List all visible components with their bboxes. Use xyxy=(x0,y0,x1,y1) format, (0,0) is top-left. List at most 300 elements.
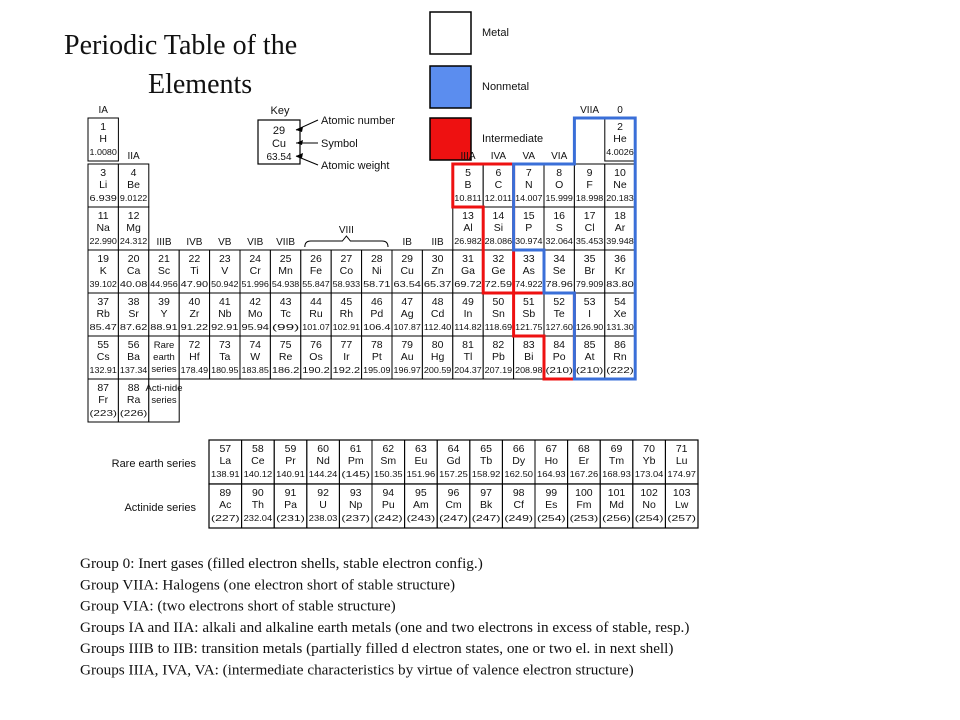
symbol-v: V xyxy=(221,265,229,277)
atomic-weight-57: 138.91 xyxy=(211,469,240,479)
atomic-weight-85: (210) xyxy=(575,365,604,375)
atomic-weight-37: 85.47 xyxy=(89,322,118,332)
atomic-weight-69: 168.93 xyxy=(602,469,632,479)
symbol-h: H xyxy=(99,133,107,145)
note-line-4: Groups IA and IIA: alkali and alkaline earth metals (one and two electrons in excess of stable, resp.) xyxy=(80,618,690,636)
atomic-weight-20: 40.08 xyxy=(119,279,148,289)
atomic-number-77: 77 xyxy=(340,339,353,351)
atomic-weight-102: (254) xyxy=(634,513,664,523)
atomic-weight-11: 22.990 xyxy=(89,236,118,246)
atomic-number-89: 89 xyxy=(219,487,232,499)
symbol-hf: Hf xyxy=(189,351,200,363)
symbol-ir: Ir xyxy=(343,351,350,363)
atomic-number-50: 50 xyxy=(492,296,505,308)
atomic-weight-48: 112.40 xyxy=(423,322,452,332)
legend-swatch-metal xyxy=(430,12,471,54)
legend-swatch-nonmetal xyxy=(430,66,471,108)
atomic-number-80: 80 xyxy=(431,339,444,351)
atomic-number-95: 95 xyxy=(415,487,427,499)
series-placeholder-word: earth xyxy=(153,352,175,363)
key-atomic-weight: 63.54 xyxy=(266,152,292,163)
atomic-number-43: 43 xyxy=(279,296,292,308)
atomic-weight-16: 32.064 xyxy=(545,236,574,246)
atomic-weight-8: 15.999 xyxy=(545,193,574,203)
atomic-number-49: 49 xyxy=(462,296,474,308)
group-label-iib: IIB xyxy=(431,237,444,248)
symbol-ru: Ru xyxy=(309,308,323,320)
symbol-b: B xyxy=(464,179,472,191)
atomic-weight-46: 106.4 xyxy=(363,322,391,332)
atomic-number-27: 27 xyxy=(340,253,353,265)
atomic-weight-55: 132.91 xyxy=(89,365,118,375)
atomic-weight-103: (257) xyxy=(667,513,697,523)
symbol-as: As xyxy=(522,265,535,277)
symbol-ga: Ga xyxy=(460,265,476,277)
atomic-weight-36: 83.80 xyxy=(606,279,634,289)
atomic-number-64: 64 xyxy=(447,443,460,455)
atomic-number-24: 24 xyxy=(249,253,262,265)
atomic-number-22: 22 xyxy=(188,253,201,265)
atomic-weight-94: (242) xyxy=(374,513,403,523)
symbol-w: W xyxy=(250,351,261,363)
atomic-number-10: 10 xyxy=(614,167,626,179)
atomic-number-82: 82 xyxy=(492,339,505,351)
atomic-weight-32: 72.59 xyxy=(484,279,513,289)
atomic-number-14: 14 xyxy=(492,210,505,222)
atomic-number-83: 83 xyxy=(522,339,535,351)
symbol-n: N xyxy=(525,179,533,191)
atomic-weight-76: 190.2 xyxy=(302,365,330,375)
symbol-fr: Fr xyxy=(98,394,109,406)
symbol-cs: Cs xyxy=(96,351,110,363)
symbol-np: Np xyxy=(348,499,363,511)
atomic-number-62: 62 xyxy=(382,443,395,455)
atomic-number-4: 4 xyxy=(130,167,137,179)
symbol-f: F xyxy=(586,179,593,191)
symbol-ni: Ni xyxy=(371,265,382,277)
symbol-la: La xyxy=(219,455,232,467)
atomic-number-78: 78 xyxy=(370,339,383,351)
atomic-weight-23: 50.942 xyxy=(211,279,239,289)
atomic-number-61: 61 xyxy=(349,443,362,455)
symbol-pu: Pu xyxy=(381,499,395,511)
symbol-sm: Sm xyxy=(380,455,397,467)
symbol-rb: Rb xyxy=(96,308,110,320)
atomic-weight-52: 127.60 xyxy=(545,322,574,332)
symbol-ac: Ac xyxy=(219,499,232,511)
atomic-number-90: 90 xyxy=(252,487,264,499)
symbol-bk: Bk xyxy=(479,499,493,511)
symbol-pr: Pr xyxy=(285,455,296,467)
atomic-number-81: 81 xyxy=(462,339,474,351)
symbol-na: Na xyxy=(96,222,110,234)
atomic-weight-99: (254) xyxy=(537,513,566,523)
symbol-zn: Zn xyxy=(431,265,444,277)
symbol-he: He xyxy=(613,133,627,145)
symbol-ne: Ne xyxy=(613,179,627,191)
series-label-1: Actinide series xyxy=(124,502,196,514)
atomic-weight-18: 39.948 xyxy=(606,236,634,246)
symbol-i: I xyxy=(588,308,592,320)
atomic-number-46: 46 xyxy=(370,296,383,308)
atomic-weight-31: 69.72 xyxy=(454,279,482,289)
atomic-number-13: 13 xyxy=(462,210,474,222)
atomic-number-58: 58 xyxy=(252,443,264,455)
symbol-dy: Dy xyxy=(512,455,526,467)
symbol-ag: Ag xyxy=(400,308,414,320)
symbol-er: Er xyxy=(578,455,590,467)
group-label-iiib: IIIB xyxy=(156,237,172,248)
group-label-ia: IA xyxy=(98,105,108,116)
symbol-no: No xyxy=(642,499,656,511)
symbol-in: In xyxy=(463,308,473,320)
atomic-number-18: 18 xyxy=(614,210,626,222)
group-label-viib: VIIB xyxy=(276,237,296,248)
series-placeholder-word: Rare xyxy=(153,340,175,351)
symbol-os: Os xyxy=(309,351,323,363)
atomic-number-63: 63 xyxy=(415,443,427,455)
atomic-weight-38: 87.62 xyxy=(119,322,148,332)
atomic-weight-90: 232.04 xyxy=(243,513,273,523)
atomic-number-2: 2 xyxy=(617,121,623,133)
symbol-cu: Cu xyxy=(400,265,414,277)
symbol-pm: Pm xyxy=(347,455,364,467)
atomic-weight-97: (247) xyxy=(471,513,501,523)
symbol-al: Al xyxy=(463,222,473,234)
atomic-weight-65: 158.92 xyxy=(471,469,501,479)
symbol-mn: Mn xyxy=(278,265,293,277)
symbol-u: U xyxy=(319,499,327,511)
group-label-va: VA xyxy=(522,151,536,162)
atomic-number-60: 60 xyxy=(317,443,329,455)
atomic-weight-17: 35.453 xyxy=(575,236,604,246)
atomic-weight-58: 140.12 xyxy=(243,469,273,479)
symbol-be: Be xyxy=(127,179,141,191)
legend-label-nonmetal: Nonmetal xyxy=(482,81,530,93)
atomic-weight-15: 30.974 xyxy=(515,236,543,246)
symbol-o: O xyxy=(555,179,564,191)
atomic-weight-1: 1.0080 xyxy=(89,147,118,157)
atomic-weight-26: 55.847 xyxy=(302,279,330,289)
atomic-weight-35: 79.909 xyxy=(575,279,604,289)
atomic-weight-66: 162.50 xyxy=(504,469,534,479)
atomic-weight-40: 91.22 xyxy=(180,322,209,332)
symbol-ge: Ge xyxy=(491,265,506,277)
group-label-viia: VIIA xyxy=(580,105,600,116)
atomic-number-26: 26 xyxy=(310,253,322,265)
atomic-weight-70: 173.04 xyxy=(634,469,664,479)
atomic-number-15: 15 xyxy=(522,210,535,222)
symbol-sr: Sr xyxy=(128,308,139,320)
symbol-re: Re xyxy=(278,351,293,363)
atomic-number-36: 36 xyxy=(614,253,626,265)
atomic-number-56: 56 xyxy=(127,339,140,351)
atomic-weight-75: 186.2 xyxy=(271,365,300,375)
symbol-sb: Sb xyxy=(522,308,536,320)
symbol-ta: Ta xyxy=(219,351,231,363)
symbol-mg: Mg xyxy=(126,222,141,234)
symbol-ra: Ra xyxy=(126,394,141,406)
atomic-weight-62: 150.35 xyxy=(374,469,403,479)
symbol-ar: Ar xyxy=(614,222,626,234)
atomic-weight-39: 88.91 xyxy=(150,322,178,332)
atomic-weight-27: 58.933 xyxy=(332,279,361,289)
atomic-weight-29: 63.54 xyxy=(393,279,422,289)
atomic-weight-21: 44.956 xyxy=(150,279,178,289)
atomic-weight-89: (227) xyxy=(211,513,240,523)
symbol-tm: Tm xyxy=(608,455,625,467)
atomic-number-11: 11 xyxy=(97,210,109,222)
symbol-po: Po xyxy=(552,351,566,363)
atomic-weight-42: 95.94 xyxy=(241,322,270,332)
atomic-number-97: 97 xyxy=(480,487,492,499)
atomic-weight-9: 18.998 xyxy=(575,193,604,203)
atomic-weight-63: 151.96 xyxy=(406,469,436,479)
atomic-number-59: 59 xyxy=(284,443,297,455)
atomic-number-28: 28 xyxy=(370,253,383,265)
symbol-c: C xyxy=(494,179,503,191)
atomic-number-51: 51 xyxy=(522,296,535,308)
note-line-3: Group VIA: (two electrons short of stable structure) xyxy=(80,597,396,615)
symbol-fe: Fe xyxy=(309,265,323,277)
series-placeholder-word: series xyxy=(151,364,177,375)
atomic-weight-78: 195.09 xyxy=(363,365,391,375)
atomic-number-29: 29 xyxy=(401,253,414,265)
atomic-weight-79: 196.97 xyxy=(393,365,422,375)
atomic-number-30: 30 xyxy=(431,253,444,265)
symbol-eu: Eu xyxy=(414,455,428,467)
atomic-weight-61: (145) xyxy=(341,469,371,479)
atomic-weight-96: (247) xyxy=(439,513,468,523)
legend-label-metal: Metal xyxy=(482,27,509,39)
atomic-weight-60: 144.24 xyxy=(308,469,338,479)
atomic-number-34: 34 xyxy=(553,253,566,265)
atomic-number-21: 21 xyxy=(158,253,170,265)
group-label-0: 0 xyxy=(617,105,623,116)
atomic-number-17: 17 xyxy=(583,210,596,222)
atomic-number-71: 71 xyxy=(675,443,688,455)
symbol-tc: Tc xyxy=(280,308,291,320)
atomic-weight-28: 58.71 xyxy=(363,279,391,289)
atomic-weight-72: 178.49 xyxy=(180,365,209,375)
atomic-number-32: 32 xyxy=(492,253,505,265)
atomic-weight-19: 39.102 xyxy=(89,279,118,289)
key-atomic-number: 29 xyxy=(272,125,286,137)
note-line-5: Groups IIIB to IIB: transition metals (partially filled d electron states, one or two el. in next shell) xyxy=(80,640,674,658)
atomic-weight-54: 131.30 xyxy=(606,322,634,332)
atomic-weight-50: 118.69 xyxy=(484,322,513,332)
atomic-number-55: 55 xyxy=(97,339,110,351)
symbol-nb: Nb xyxy=(218,308,232,320)
symbol-cf: Cf xyxy=(513,499,524,511)
symbol-s: S xyxy=(555,222,563,234)
symbol-tb: Tb xyxy=(479,455,493,467)
atomic-number-33: 33 xyxy=(522,253,535,265)
atomic-weight-7: 14.007 xyxy=(515,193,543,203)
symbol-at: At xyxy=(584,351,595,363)
atomic-number-12: 12 xyxy=(127,210,140,222)
symbol-nd: Nd xyxy=(316,455,330,467)
atomic-number-42: 42 xyxy=(249,296,262,308)
atomic-number-67: 67 xyxy=(545,443,558,455)
atomic-weight-91: (231) xyxy=(276,513,305,523)
atomic-number-98: 98 xyxy=(512,487,525,499)
atomic-weight-84: (210) xyxy=(545,365,574,375)
group-label-iva: IVA xyxy=(490,151,507,162)
note-line-6: Groups IIIA, IVA, VA: (intermediate characteristics by virtue of valence electron structure) xyxy=(80,661,634,679)
symbol-tl: Tl xyxy=(463,351,473,363)
symbol-cl: Cl xyxy=(584,222,595,234)
atomic-number-96: 96 xyxy=(447,487,460,499)
group-label-via: VIA xyxy=(551,151,568,162)
symbol-lu: Lu xyxy=(675,455,688,467)
series-placeholder-word: Acti-nide xyxy=(145,383,183,394)
atomic-number-44: 44 xyxy=(310,296,322,308)
atomic-weight-34: 78.96 xyxy=(545,279,574,289)
atomic-number-70: 70 xyxy=(643,443,655,455)
atomic-weight-5: 10.811 xyxy=(454,193,482,203)
atomic-number-69: 69 xyxy=(610,443,623,455)
atomic-weight-45: 102.91 xyxy=(332,322,361,332)
atomic-weight-100: (253) xyxy=(569,513,599,523)
atomic-weight-43: (99) xyxy=(271,322,300,332)
atomic-number-16: 16 xyxy=(553,210,566,222)
atomic-number-40: 40 xyxy=(188,296,201,308)
symbol-pd: Pd xyxy=(370,308,384,320)
atomic-weight-71: 174.97 xyxy=(667,469,697,479)
symbol-bi: Bi xyxy=(524,351,534,363)
atomic-number-35: 35 xyxy=(583,253,596,265)
atomic-number-75: 75 xyxy=(279,339,292,351)
atomic-number-53: 53 xyxy=(583,296,596,308)
symbol-yb: Yb xyxy=(642,455,656,467)
atomic-number-20: 20 xyxy=(127,253,140,265)
symbol-xe: Xe xyxy=(613,308,627,320)
group-label-iia: IIA xyxy=(127,151,140,162)
atomic-number-54: 54 xyxy=(614,296,626,308)
atomic-number-25: 25 xyxy=(279,253,292,265)
atomic-number-3: 3 xyxy=(100,167,107,179)
atomic-weight-41: 92.91 xyxy=(211,322,239,332)
atomic-weight-64: 157.25 xyxy=(439,469,469,479)
title-line-2: Elements xyxy=(148,69,253,100)
key-symbol: Cu xyxy=(271,138,287,150)
atomic-weight-44: 101.07 xyxy=(302,322,330,332)
symbol-md: Md xyxy=(609,499,624,511)
symbol-ti: Ti xyxy=(190,265,199,277)
atomic-weight-82: 207.19 xyxy=(484,365,513,375)
symbol-cr: Cr xyxy=(249,265,261,277)
atomic-number-5: 5 xyxy=(465,167,471,179)
atomic-number-47: 47 xyxy=(401,296,414,308)
atomic-weight-67: 164.93 xyxy=(537,469,566,479)
symbol-br: Br xyxy=(584,265,595,277)
atomic-number-45: 45 xyxy=(340,296,353,308)
atomic-number-39: 39 xyxy=(158,296,170,308)
atomic-number-1: 1 xyxy=(100,121,107,133)
atomic-weight-51: 121.75 xyxy=(515,322,543,332)
symbol-y: Y xyxy=(160,308,168,320)
atomic-number-79: 79 xyxy=(401,339,414,351)
key-symbol-label: Symbol xyxy=(321,138,358,150)
atomic-number-103: 103 xyxy=(672,487,691,499)
key-atomic-number-label: Atomic number xyxy=(321,115,395,127)
atomic-weight-87: (223) xyxy=(89,408,118,418)
atomic-number-92: 92 xyxy=(317,487,329,499)
atomic-number-68: 68 xyxy=(578,443,590,455)
legend-label-intermediate: Intermediate xyxy=(482,133,544,145)
atomic-weight-4: 9.0122 xyxy=(119,193,148,203)
atomic-weight-22: 47.90 xyxy=(180,279,209,289)
atomic-weight-12: 24.312 xyxy=(119,236,148,246)
symbol-p: P xyxy=(525,222,533,234)
atomic-number-66: 66 xyxy=(512,443,525,455)
atomic-weight-2: 4.0026 xyxy=(606,147,634,157)
atomic-number-101: 101 xyxy=(607,487,626,499)
symbol-es: Es xyxy=(545,499,558,511)
atomic-weight-74: 183.85 xyxy=(241,365,270,375)
atomic-number-41: 41 xyxy=(218,296,231,308)
atomic-number-86: 86 xyxy=(614,339,626,351)
title-line-1: Periodic Table of the xyxy=(64,30,298,61)
atomic-weight-53: 126.90 xyxy=(575,322,604,332)
atomic-weight-80: 200.59 xyxy=(423,365,452,375)
symbol-rn: Rn xyxy=(613,351,627,363)
symbol-cd: Cd xyxy=(430,308,445,320)
symbol-co: Co xyxy=(339,265,354,277)
atomic-number-74: 74 xyxy=(249,339,262,351)
group-label-ib: IB xyxy=(402,237,412,248)
symbol-zr: Zr xyxy=(189,308,200,320)
atomic-number-84: 84 xyxy=(553,339,566,351)
key-atomic-weight-label: Atomic weight xyxy=(321,160,390,172)
atomic-number-65: 65 xyxy=(480,443,492,455)
group-label-viii: VIII xyxy=(338,225,354,236)
atomic-weight-81: 204.37 xyxy=(454,365,482,375)
atomic-weight-59: 140.91 xyxy=(276,469,306,479)
atomic-number-38: 38 xyxy=(127,296,140,308)
symbol-se: Se xyxy=(552,265,566,277)
atomic-weight-86: (222) xyxy=(606,365,634,375)
symbol-th: Th xyxy=(251,499,265,511)
atomic-number-102: 102 xyxy=(640,487,658,499)
note-line-1: Group 0: Inert gases (filled electron shells, stable electron config.) xyxy=(80,555,483,572)
group-label-vib: VIB xyxy=(247,237,264,248)
series-label-0: Rare earth series xyxy=(111,458,196,470)
group-label-vb: VB xyxy=(218,237,232,248)
atomic-number-31: 31 xyxy=(462,253,474,265)
symbol-rh: Rh xyxy=(339,308,354,320)
atomic-weight-14: 28.086 xyxy=(484,236,513,246)
symbol-pa: Pa xyxy=(284,499,297,511)
group-label-iiia: IIIA xyxy=(460,151,476,162)
atomic-weight-98: (249) xyxy=(504,513,534,523)
atomic-number-91: 91 xyxy=(284,487,297,499)
atomic-number-88: 88 xyxy=(127,382,140,394)
series-placeholder-word: series xyxy=(151,395,177,406)
symbol-pb: Pb xyxy=(491,351,505,363)
symbol-cm: Cm xyxy=(445,499,462,511)
atomic-weight-73: 180.95 xyxy=(211,365,239,375)
group-label-ivb: IVB xyxy=(186,237,203,248)
atomic-weight-92: 238.03 xyxy=(308,513,338,523)
atomic-weight-49: 114.82 xyxy=(454,322,482,332)
atomic-number-52: 52 xyxy=(553,296,566,308)
atomic-weight-24: 51.996 xyxy=(241,279,270,289)
atomic-weight-56: 137.34 xyxy=(119,365,148,375)
symbol-sc: Sc xyxy=(157,265,171,277)
symbol-ce: Ce xyxy=(251,455,265,467)
